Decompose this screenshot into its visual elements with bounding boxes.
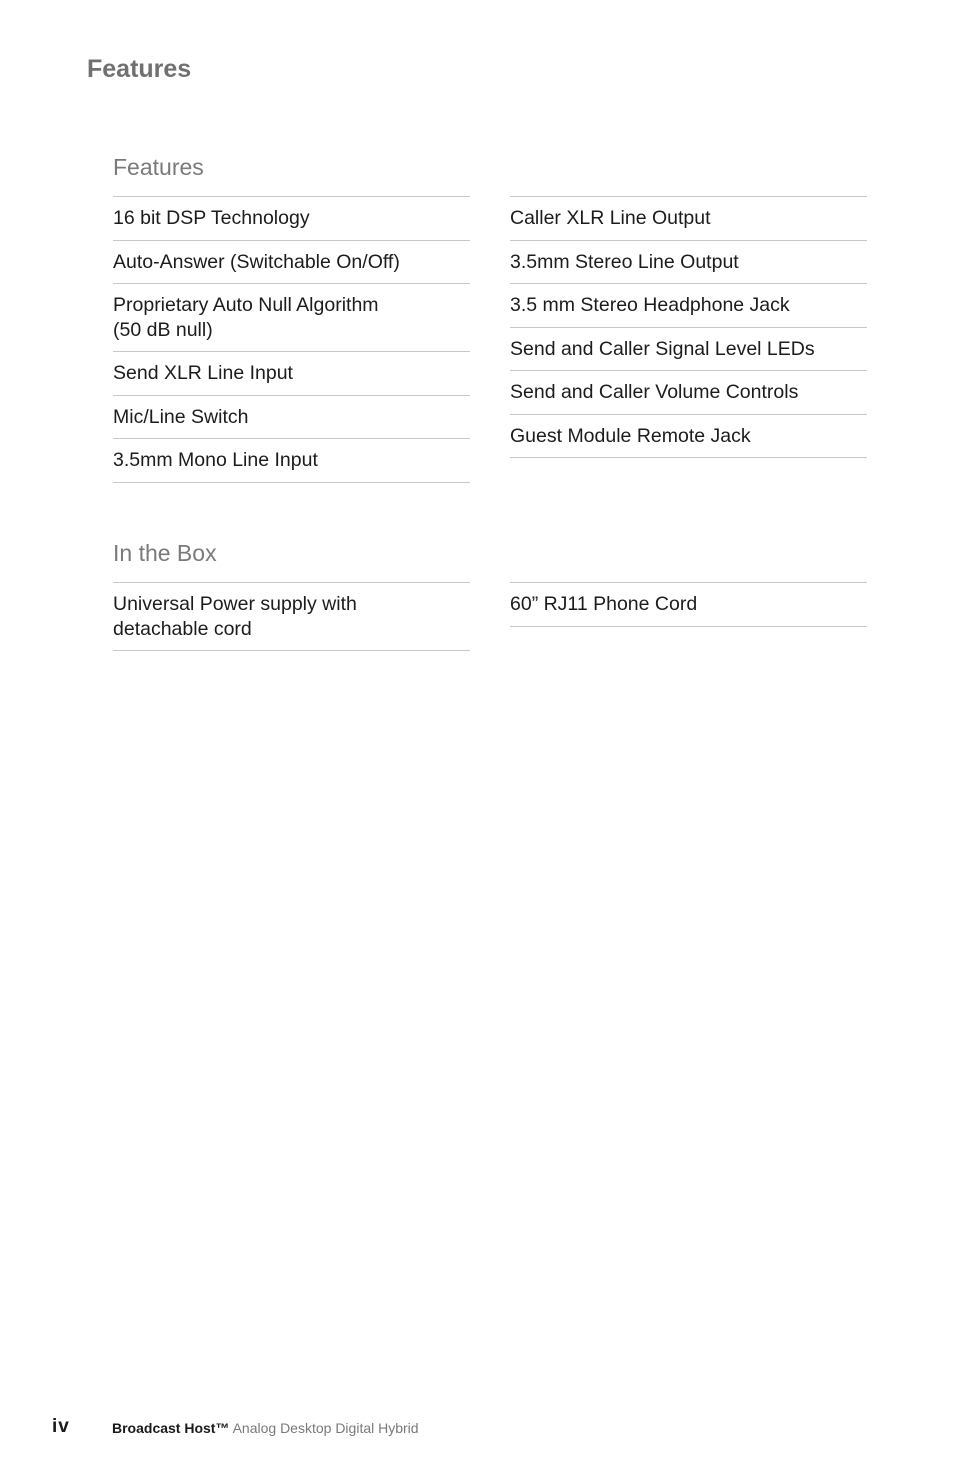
list-item: Send and Caller Volume Controls [510, 371, 867, 415]
page-number: iv [52, 1416, 70, 1437]
in-the-box-section [113, 539, 867, 669]
list-item: Auto-Answer (Switchable On/Off) [113, 241, 470, 285]
page-footer [52, 1416, 752, 1444]
list-item: Guest Module Remote Jack [510, 415, 867, 459]
list-item: Universal Power supply with detachable cord [113, 583, 470, 651]
list-item: 3.5mm Mono Line Input [113, 439, 470, 483]
features-right-list [510, 196, 867, 458]
in-the-box-right-list [510, 582, 867, 627]
footer-caption [112, 1420, 419, 1436]
features-left-list [113, 196, 470, 483]
list-item: Mic/Line Switch [113, 396, 470, 440]
features-section [113, 153, 867, 493]
list-item: Send XLR Line Input [113, 352, 470, 396]
footer-brand: Broadcast Host™ [112, 1420, 230, 1436]
list-item: 16 bit DSP Technology [113, 197, 470, 241]
list-item: 3.5mm Stereo Line Output [510, 241, 867, 285]
list-item: 60” RJ11 Phone Cord [510, 583, 867, 627]
footer-subtitle: Analog Desktop Digital Hybrid [232, 1420, 419, 1436]
in-the-box-left-list [113, 582, 470, 651]
list-item: 3.5 mm Stereo Headphone Jack [510, 284, 867, 328]
list-item: Proprietary Auto Null Algorithm (50 dB null) [113, 284, 470, 352]
features-heading: Features [113, 154, 204, 180]
list-item: Caller XLR Line Output [510, 197, 867, 241]
list-item: Send and Caller Signal Level LEDs [510, 328, 867, 372]
page-title: Features [87, 55, 192, 83]
in-the-box-heading: In the Box [113, 540, 217, 566]
